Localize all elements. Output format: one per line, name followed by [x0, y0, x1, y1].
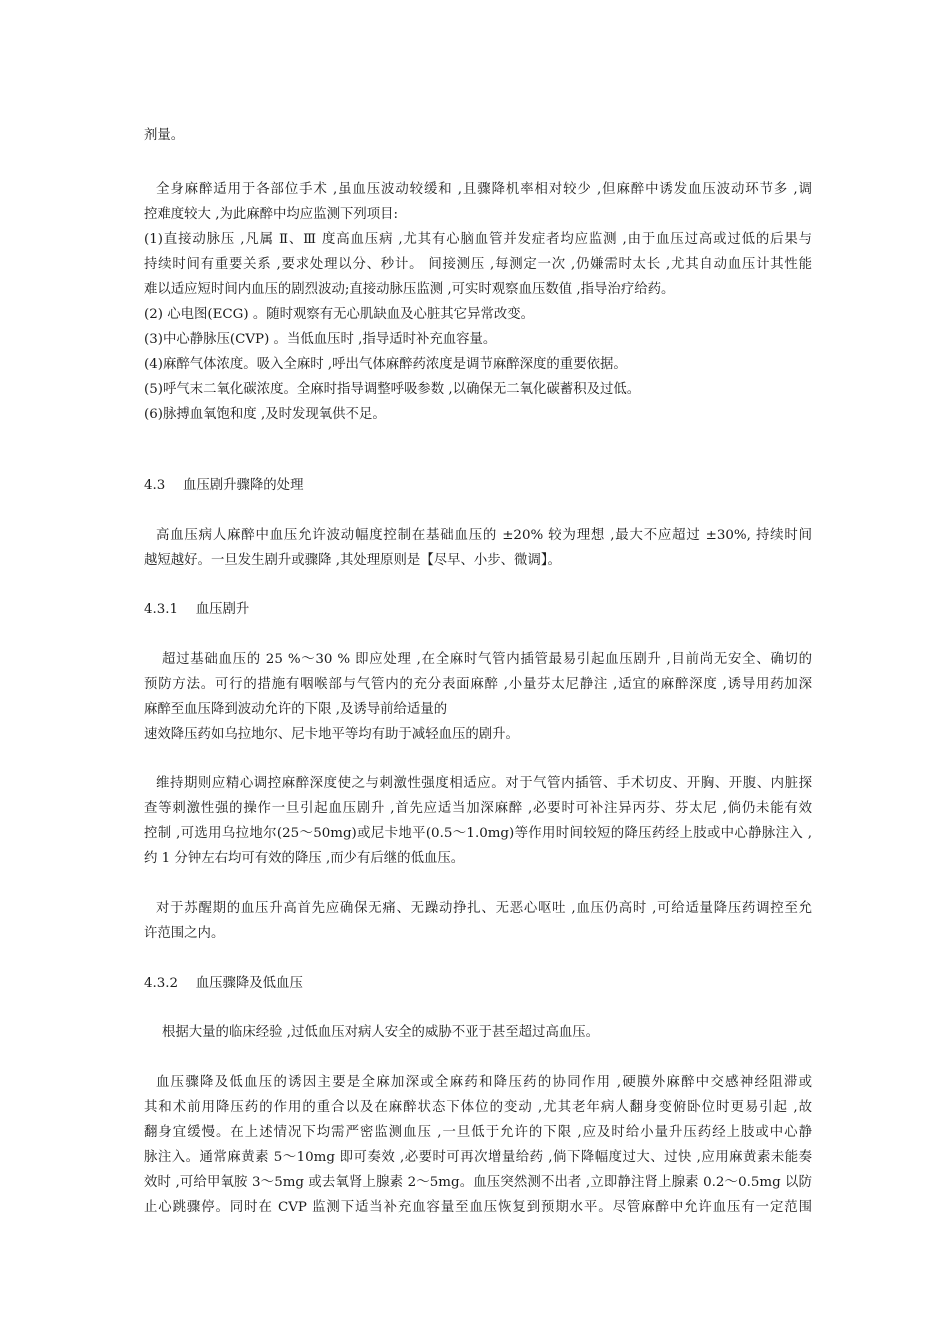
paragraph-line: 脉注入。通常麻黄素 5～10mg 即可奏效 ,必要时可再次增量给药 ,倘下降幅度过大、过快 ,应用麻黄素未能奏 — [144, 1150, 812, 1165]
paragraph-line: 全身麻醉适用于各部位手术 ,虽血压波动较缓和 ,且骤降机率相对较少 ,但麻醉中诱发血压波动环节多 ,调 — [156, 182, 812, 197]
paragraph-line: 控制 ,可选用乌拉地尔(25～50mg)或尼卡地平(0.5～1.0mg)等作用时间较短的降压药经上肢或中心静脉注入 , — [144, 826, 812, 841]
paragraph-line: 翻身宜缓慢。在上述情况下均需严密监测血压 ,一旦低于允许的下限 ,应及时给小量升压药经上肢或中心静 — [144, 1125, 812, 1140]
paragraph-line: 超过基础血压的 25 %～30 % 即应处理 ,在全麻时气管内插管最易引起血压剧升 ,目前尚无安全、确切的 — [162, 652, 812, 667]
paragraph-line: 其和术前用降压药的作用的重合以及在麻醉状态下体位的变动 ,尤其老年病人翻身变俯卧位时更易引起 ,故 — [144, 1100, 812, 1115]
list-item-line: (1)直接动脉压 ,凡属 Ⅱ、Ⅲ 度高血压病 ,尤其有心脑血管并发症者均应监测 ,由于血压过高或过低的后果与 — [144, 232, 812, 247]
list-item-line: 难以适应短时间内血压的剧烈波动;直接动脉压监测 ,可实时观察血压数值 ,指导治疗给药。 — [144, 282, 675, 297]
paragraph-line: 预防方法。可行的措施有咽喉部与气管内的充分表面麻醉 ,小量芬太尼静注 ,适宜的麻醉深度 ,诱导用药加深 — [144, 677, 812, 692]
paragraph-line: 血压骤降及低血压的诱因主要是全麻加深或全麻药和降压药的协同作用 ,硬膜外麻醉中交感神经阻滞或 — [156, 1075, 812, 1090]
paragraph-line: 越短越好。一旦发生剧升或骤降 ,其处理原则是【尽早、小步、微调】。 — [144, 553, 561, 568]
paragraph-line: 止心跳骤停。同时在 CVP 监测下适当补充血容量至血压恢复到预期水平。尽管麻醉中允许血压有一定范围 — [144, 1200, 812, 1215]
paragraph-line: 许范围之内。 — [144, 926, 225, 941]
paragraph-line: 约 1 分钟左右均可有效的降压 ,而少有后继的低血压。 — [144, 851, 465, 866]
paragraph-line: 控难度较大 ,为此麻醉中均应监测下列项目: — [144, 207, 399, 222]
paragraph-line: 根据大量的临床经验 ,过低血压对病人安全的威胁不亚于甚至超过高血压。 — [162, 1025, 600, 1040]
paragraph-line: 速效降压药如乌拉地尔、尼卡地平等均有助于减轻血压的剧升。 — [144, 727, 519, 742]
list-item-line: (4)麻醉气体浓度。吸入全麻时 ,呼出气体麻醉药浓度是调节麻醉深度的重要依据。 — [144, 357, 627, 372]
paragraph-line: 麻醉至血压降到波动允许的下限 ,及诱导前给适量的 — [144, 702, 448, 717]
list-item-line: 持续时间有重要关系 ,要求处理以分、秒计。 间接测压 ,每测定一次 ,仍嫌需时太长 ,尤其自动血压计其性能 — [144, 257, 812, 272]
list-item-line: (2) 心电图(ECG) 。随时观察有无心肌缺血及心脏其它异常改变。 — [144, 307, 535, 322]
paragraph-line: 高血压病人麻醉中血压允许波动幅度控制在基础血压的 ±20% 较为理想 ,最大不应超过 ±30%, 持续时间 — [156, 528, 812, 543]
paragraph-line: 效时 ,可给甲氧胺 3～5mg 或去氧肾上腺素 2～5mg。血压突然测不出者 ,立即静注肾上腺素 0.2～0.5mg 以防 — [144, 1175, 812, 1190]
paragraph-line: 对于苏醒期的血压升高首先应确保无痛、无躁动挣扎、无恶心呕吐 ,血压仍高时 ,可给适量降压药调控至允 — [156, 901, 812, 916]
list-item-line: (5)呼气末二氧化碳浓度。全麻时指导调整呼吸参数 ,以确保无二氧化碳蓄积及过低。 — [144, 382, 641, 397]
section-heading: 4.3 血压剧升骤降的处理 — [144, 478, 304, 493]
text-line: 剂量。 — [144, 128, 185, 143]
list-item-line: (6)脉搏血氧饱和度 ,及时发现氧供不足。 — [144, 407, 386, 422]
list-item-line: (3)中心静脉压(CVP) 。当低血压时 ,指导适时补充血容量。 — [144, 332, 497, 347]
paragraph-line: 维持期则应精心调控麻醉深度使之与刺激性强度相适应。对于气管内插管、手术切皮、开胸、开腹、内脏探 — [156, 776, 812, 791]
subsection-heading: 4.3.2 血压骤降及低血压 — [144, 976, 303, 991]
paragraph-line: 查等刺激性强的操作一旦引起血压剧升 ,首先应适当加深麻醉 ,必要时可补注异丙芬、芬太尼 ,倘仍未能有效 — [144, 801, 812, 816]
subsection-heading: 4.3.1 血压剧升 — [144, 602, 250, 617]
